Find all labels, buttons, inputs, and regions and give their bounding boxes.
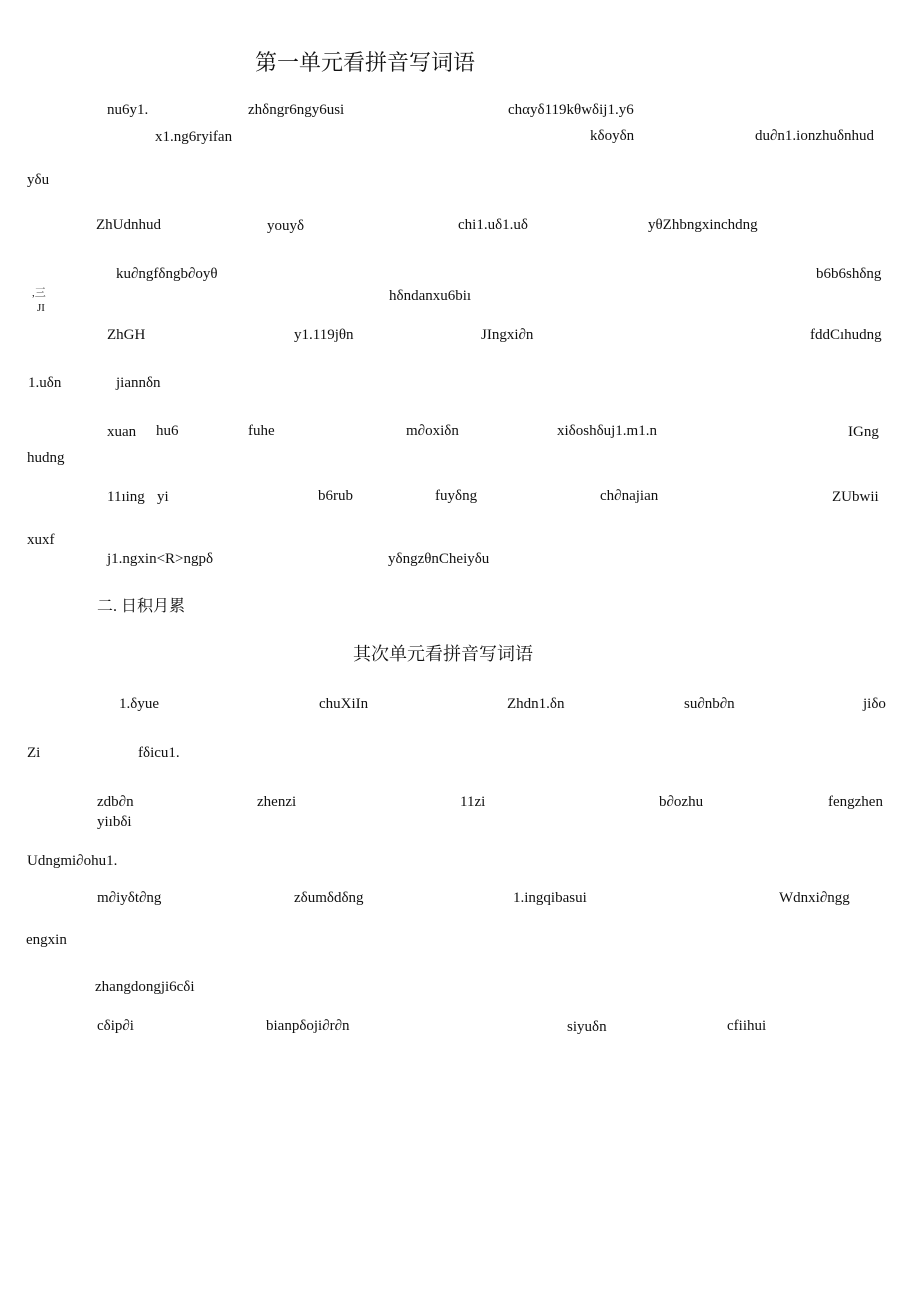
pinyin-item: xuan (107, 424, 137, 440)
pinyin-item: cδip∂i (97, 1018, 134, 1034)
pinyin-item: yδngzθnCheiyδu (388, 551, 490, 567)
pinyin-item: hδndanxu6biı (389, 288, 472, 304)
pinyin-item: b6rub (318, 488, 353, 504)
margin-mark: ,三 (32, 287, 46, 299)
pinyin-item: zhangdongji6cδi (95, 979, 195, 995)
pinyin-item: ZUbwii (832, 489, 879, 505)
pinyin-item: yiıbδi (97, 814, 132, 830)
pinyin-item: hu6 (156, 423, 179, 439)
pinyin-item: jiδo (863, 696, 886, 712)
pinyin-item: nu6y1. (107, 102, 149, 118)
pinyin-item: chuXiIn (319, 696, 369, 712)
pinyin-item: fuhe (248, 423, 275, 439)
pinyin-item: j1.ngxin<R>ngpδ (107, 551, 214, 567)
section-heading: 二. 日积月累 (97, 598, 186, 615)
pinyin-item: engxin (26, 932, 67, 948)
pinyin-item: IGng (848, 424, 879, 440)
pinyin-item: xiδoshδuj1.m1.n (557, 423, 657, 439)
pinyin-item: 11zi (460, 794, 486, 810)
pinyin-item: jiannδn (116, 375, 161, 391)
pinyin-item: 1.ingqibasui (513, 890, 587, 906)
pinyin-item: du∂n1.ionzhuδnhud (755, 128, 875, 144)
pinyin-item: yδu (27, 172, 50, 188)
pinyin-item: x1.ng6ryifan (155, 129, 233, 145)
section-title: 第一单元看拼音写词语 (255, 50, 476, 75)
pinyin-item: yθZhbngxinchdng (648, 217, 758, 233)
pinyin-item: yi (157, 489, 169, 505)
pinyin-item: Zi (27, 745, 41, 761)
pinyin-item: Zhdn1.δn (507, 696, 565, 712)
pinyin-item: fddCıhudng (810, 327, 882, 343)
pinyin-item: fuyδng (435, 488, 478, 504)
pinyin-item: hudng (27, 450, 65, 466)
pinyin-item: 1.δyue (119, 696, 159, 712)
pinyin-item: m∂iyδt∂ng (97, 890, 162, 906)
pinyin-item: ku∂ngfδngb∂oyθ (116, 266, 218, 282)
pinyin-item: b∂ozhu (659, 794, 704, 810)
pinyin-item: xuxf (27, 532, 55, 548)
pinyin-item: y1.119jθn (294, 327, 354, 343)
pinyin-item: ZhUdnhud (96, 217, 161, 233)
pinyin-item: ZhGH (107, 327, 146, 343)
pinyin-item: siyuδn (567, 1019, 607, 1035)
pinyin-item: chαyδ119kθwδij1.y6 (508, 102, 634, 118)
pinyin-item: youyδ (267, 218, 305, 234)
pinyin-item: chi1.uδ1.uδ (458, 217, 528, 233)
pinyin-item: ch∂najian (600, 488, 659, 504)
pinyin-item: zδumδdδng (294, 890, 364, 906)
pinyin-item: zdb∂n (97, 794, 134, 810)
pinyin-item: 11ıing (107, 489, 145, 505)
pinyin-item: fδicu1. (138, 745, 180, 761)
margin-mark: JI (37, 302, 45, 314)
pinyin-item: kδoyδn (590, 128, 635, 144)
pinyin-item: zhδngr6ngy6usi (248, 102, 345, 118)
pinyin-item: zhenzi (257, 794, 297, 810)
pinyin-item: bianpδoji∂r∂n (266, 1018, 350, 1034)
pinyin-item: 1.uδn (28, 375, 62, 391)
pinyin-item: Udngmi∂ohu1. (27, 853, 118, 869)
pinyin-item: b6b6shδng (816, 266, 882, 282)
pinyin-item: su∂nb∂n (684, 696, 735, 712)
pinyin-item: fengzhen (828, 794, 883, 810)
pinyin-item: Wdnxi∂ngg (779, 890, 850, 906)
pinyin-item: cfiihui (727, 1018, 767, 1034)
section-title: 其次单元看拼音写词语 (353, 644, 533, 664)
pinyin-item: JIngxi∂n (481, 327, 534, 343)
pinyin-item: m∂oxiδn (406, 423, 459, 439)
